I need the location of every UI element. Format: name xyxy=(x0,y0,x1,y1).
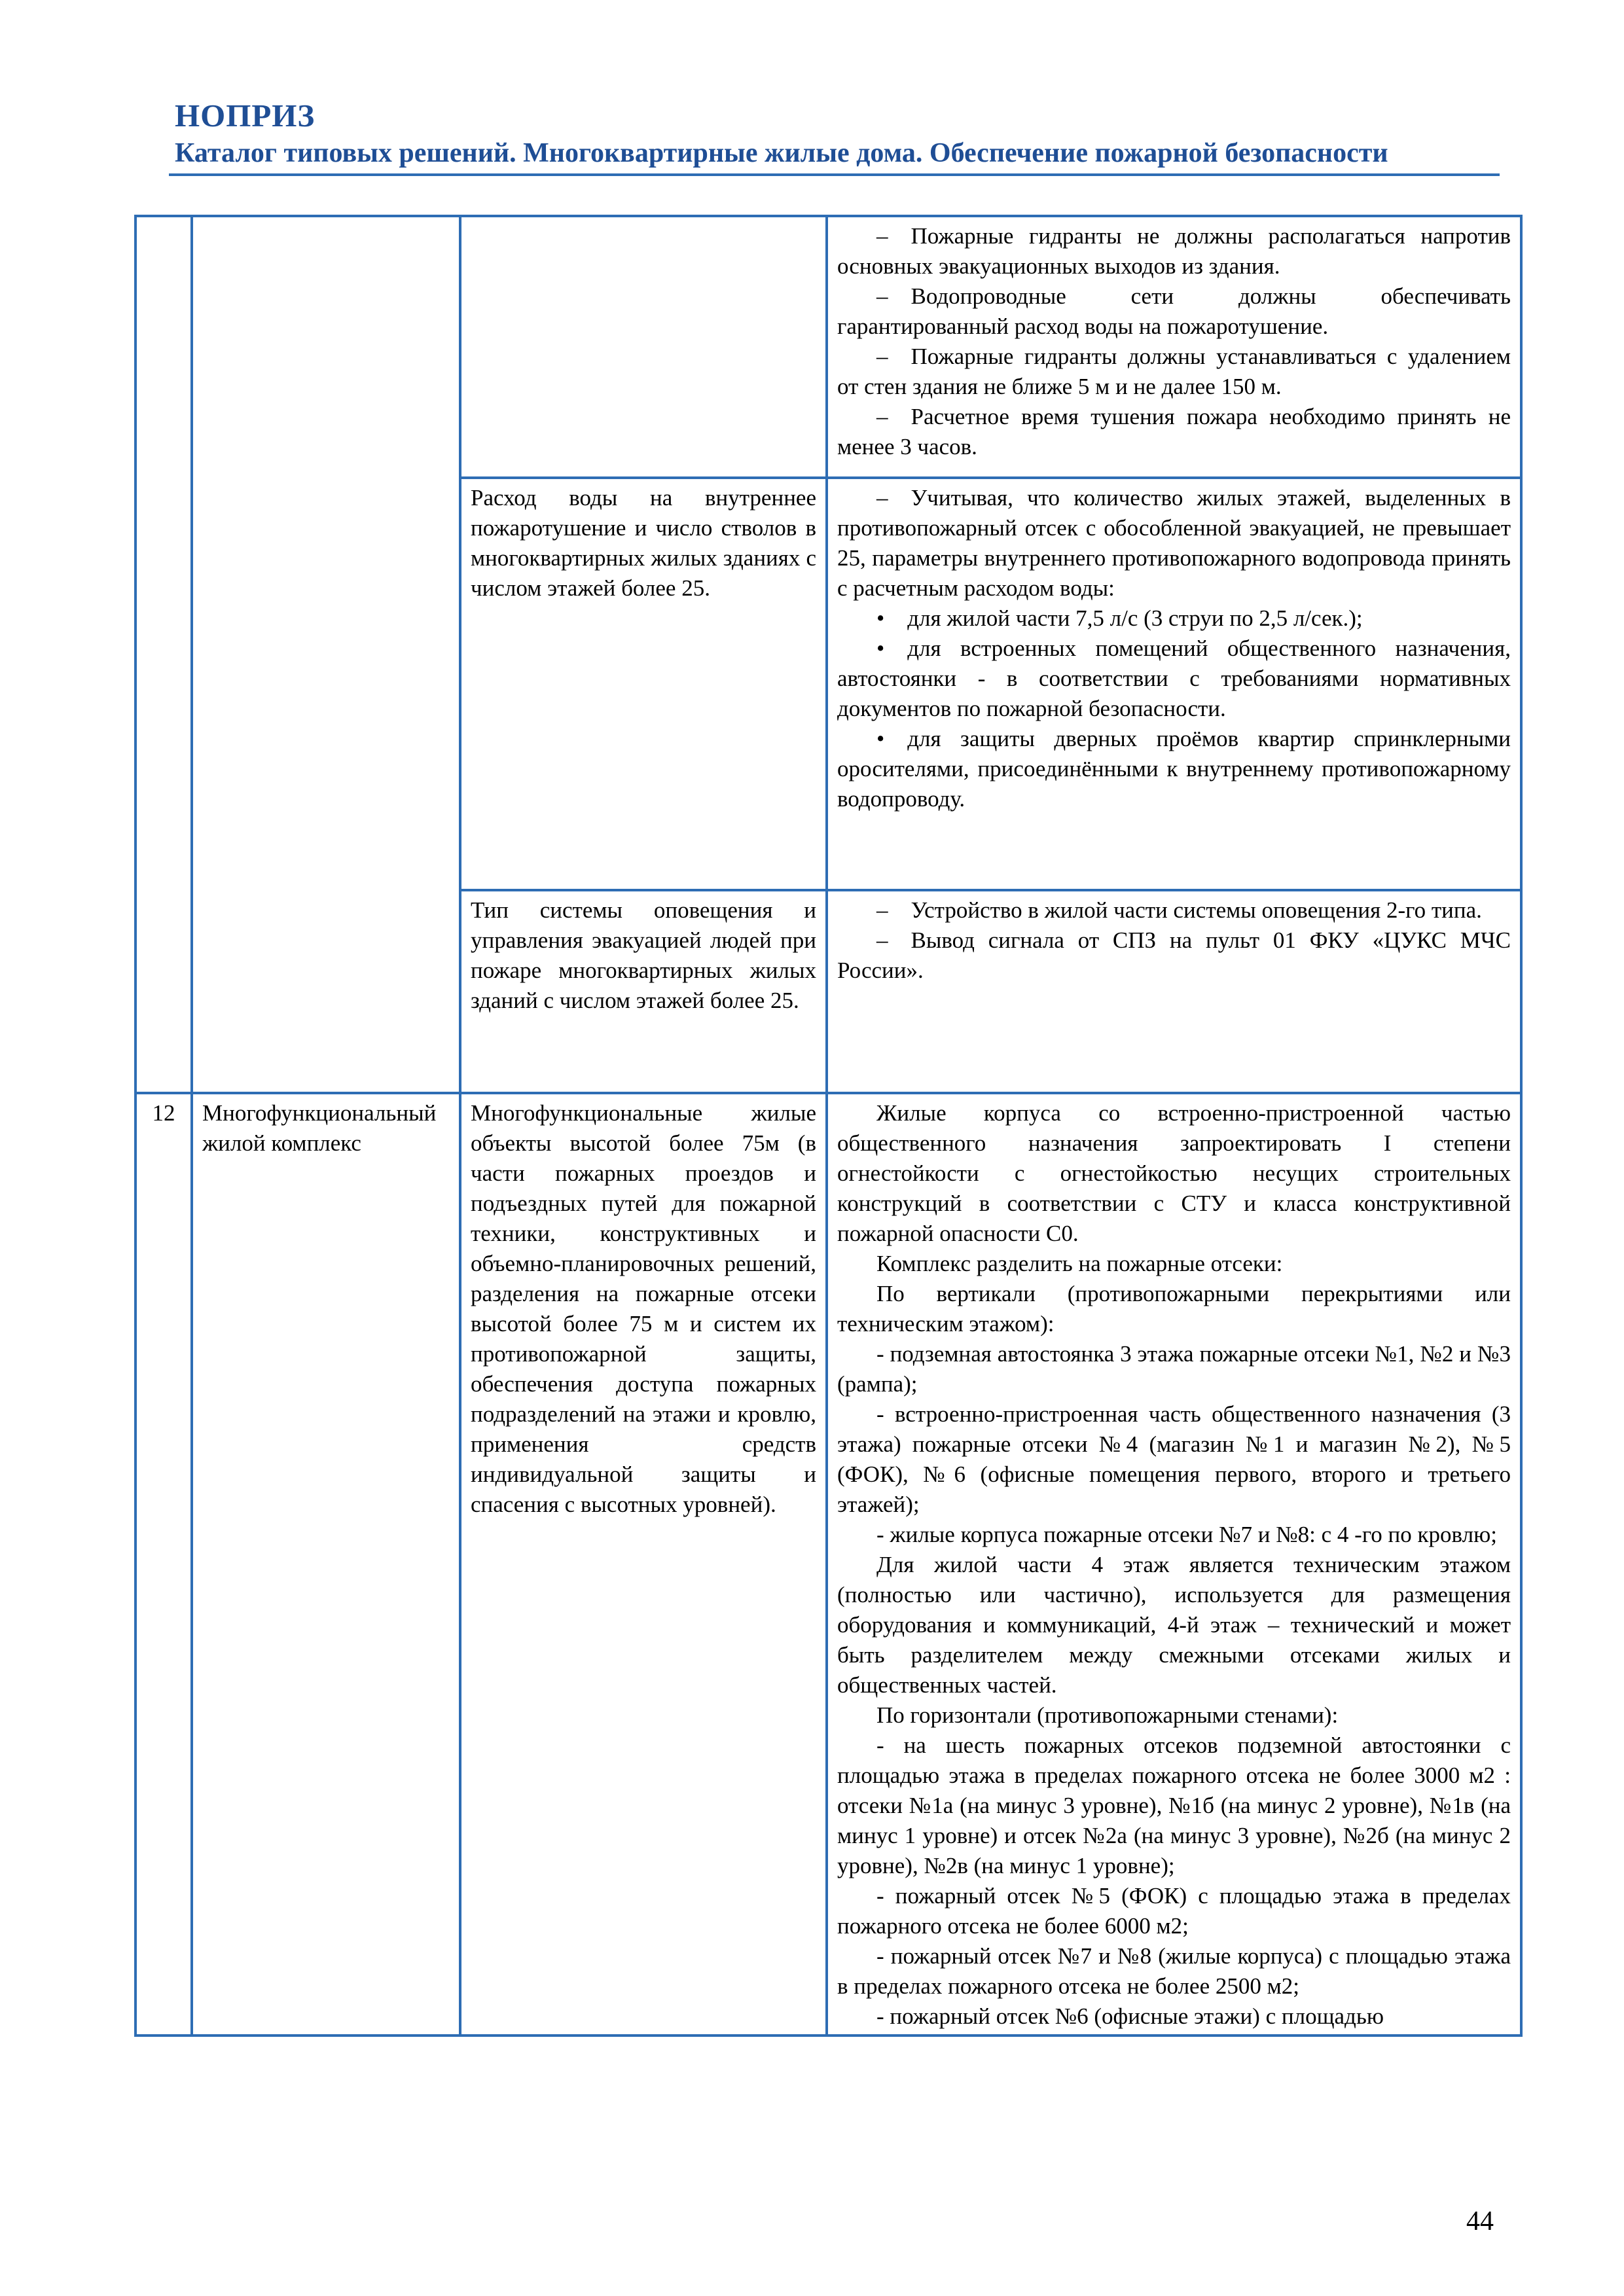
solution-line: – Пожарные гидранты не должны располагаться напротив основных эвакуационных выходов из здания. xyxy=(837,223,1511,279)
solution-paragraph: - пожарный отсек №5 (ФОК) с площадью этажа в пределах пожарного отсека не более 6000 м2; xyxy=(837,1883,1511,1939)
row-number: 12 xyxy=(135,1093,192,2036)
solution-line: – Устройство в жилой части системы оповещения 2-го типа. xyxy=(876,897,1482,923)
solution-bullet: • для встроенных помещений общественного назначения, автостоянки - в соответствии с требованиями нормативных документов по пожарной безопасности. xyxy=(837,636,1511,721)
solution-cell xyxy=(827,1093,1521,2036)
header-subtitle: Каталог типовых решений. Многоквартирные жилые дома. Обеспечение пожарной безопасности xyxy=(175,138,1388,168)
table-row xyxy=(135,216,1521,478)
solution-bullet: • для защиты дверных проёмов квартир спринклерными оросителями, присоединёнными к внутреннему противопожарному водопроводу. xyxy=(837,726,1511,812)
row-number xyxy=(135,216,192,1093)
parameter-cell xyxy=(460,216,827,478)
solution-line: – Вывод сигнала от СПЗ на пульт 01 ФКУ «ЦУКС МЧС России». xyxy=(837,927,1511,983)
solution-paragraph: По горизонтали (противопожарными стенами): xyxy=(876,1702,1339,1728)
solution-line: – Учитывая, что количество жилых этажей, выделенных в противопожарный отсек с обособленной эвакуацией, не превышает 25, параметры внутреннего противопожарного водопровода принять с расчетным расходом воды: xyxy=(837,485,1511,601)
object-cell: Многофункциональный жилой комплекс xyxy=(192,1093,460,2036)
solution-cell xyxy=(827,478,1521,890)
header-org: НОПРИЗ xyxy=(175,98,316,134)
solution-cell xyxy=(827,890,1521,1093)
solution-bullet: • для жилой части 7,5 л/с (3 струи по 2,5 л/сек.); xyxy=(876,605,1363,631)
solution-paragraph: - пожарный отсек №6 (офисные этажи) с площадью xyxy=(876,2003,1384,2029)
solution-paragraph: - встроенно-пристроенная часть общественного назначения (3 этажа) пожарные отсеки №4 (магазин №1 и магазин №2), №5 (ФОК), №6 (офисные помещения первого, второго и третьего этажей); xyxy=(837,1401,1511,1517)
solution-paragraph: Комплекс разделить на пожарные отсеки: xyxy=(876,1251,1283,1276)
solution-paragraph: - жилые корпуса пожарные отсеки №7 и №8: с 4 -го по кровлю; xyxy=(876,1522,1497,1547)
parameter-cell: Многофункциональные жилые объекты высотой более 75м (в части пожарных проездов и подъездных путей для пожарной техники, конструктивных и объемно-планировочных решений, разделения на пожарные отсеки высотой более 75 м и систем их противопожарной защиты, обеспечения доступа пожарных подразделений на этажи и кровлю, применения средств индивидуальной защиты и спасения с высотных уровней). xyxy=(460,1093,827,2036)
page-number: 44 xyxy=(1466,2206,1494,2236)
solution-paragraph: Для жилой части 4 этаж является техническим этажом (полностью или частично), используется для размещения оборудования и коммуникаций, 4-й этаж – технический и может быть разделителем между смежными отсеками жилых и общественных частей. xyxy=(837,1552,1511,1698)
solution-line: – Пожарные гидранты должны устанавливаться с удалением от стен здания не ближе 5 м и не далее 150 м. xyxy=(837,344,1511,399)
parameter-cell: Тип системы оповещения и управления эвакуацией людей при пожаре многоквартирных жилых зданий с числом этажей более 25. xyxy=(460,890,827,1093)
parameter-cell: Расход воды на внутреннее пожаротушение и число стволов в многоквартирных жилых зданиях с числом этажей более 25. xyxy=(460,478,827,890)
solution-paragraph: По вертикали (противопожарными перекрытиями или техническим этажом): xyxy=(837,1281,1511,1336)
table-row xyxy=(135,1093,1521,2036)
solution-paragraph: - на шесть пожарных отсеков подземной автостоянки с площадью этажа в пределах пожарного отсека не более 3000 м2 : отсеки №1а (на минус 3 уровне), №1б (на минус 2 уровне), №1в (на минус 1 уровне) и отсек №2а (на минус 3 уровне), №2б (на минус 2 уровне), №2в (на минус 1 уровне); xyxy=(837,1732,1511,1878)
solution-paragraph: - пожарный отсек №7 и №8 (жилые корпуса) с площадью этажа в пределах пожарного отсека не более 2500 м2; xyxy=(837,1943,1511,1999)
requirements-table xyxy=(134,215,1523,2037)
solution-line: – Расчетное время тушения пожара необходимо принять не менее 3 часов. xyxy=(837,404,1511,459)
solution-paragraph: Жилые корпуса со встроенно-пристроенной частью общественного назначения запроектировать I степени огнестойкости с огнестойкостью несущих строительных конструкций в соответствии с СТУ и класса конструктивной пожарной опасности С0. xyxy=(837,1100,1511,1246)
solution-paragraph: - подземная автостоянка 3 этажа пожарные отсеки №1, №2 и №3 (рампа); xyxy=(837,1341,1511,1397)
object-cell xyxy=(192,216,460,1093)
solution-line: – Водопроводные сети должны обеспечивать гарантированный расход воды на пожаротушение. xyxy=(837,283,1511,339)
header-divider xyxy=(169,173,1500,176)
solution-cell xyxy=(827,216,1521,478)
